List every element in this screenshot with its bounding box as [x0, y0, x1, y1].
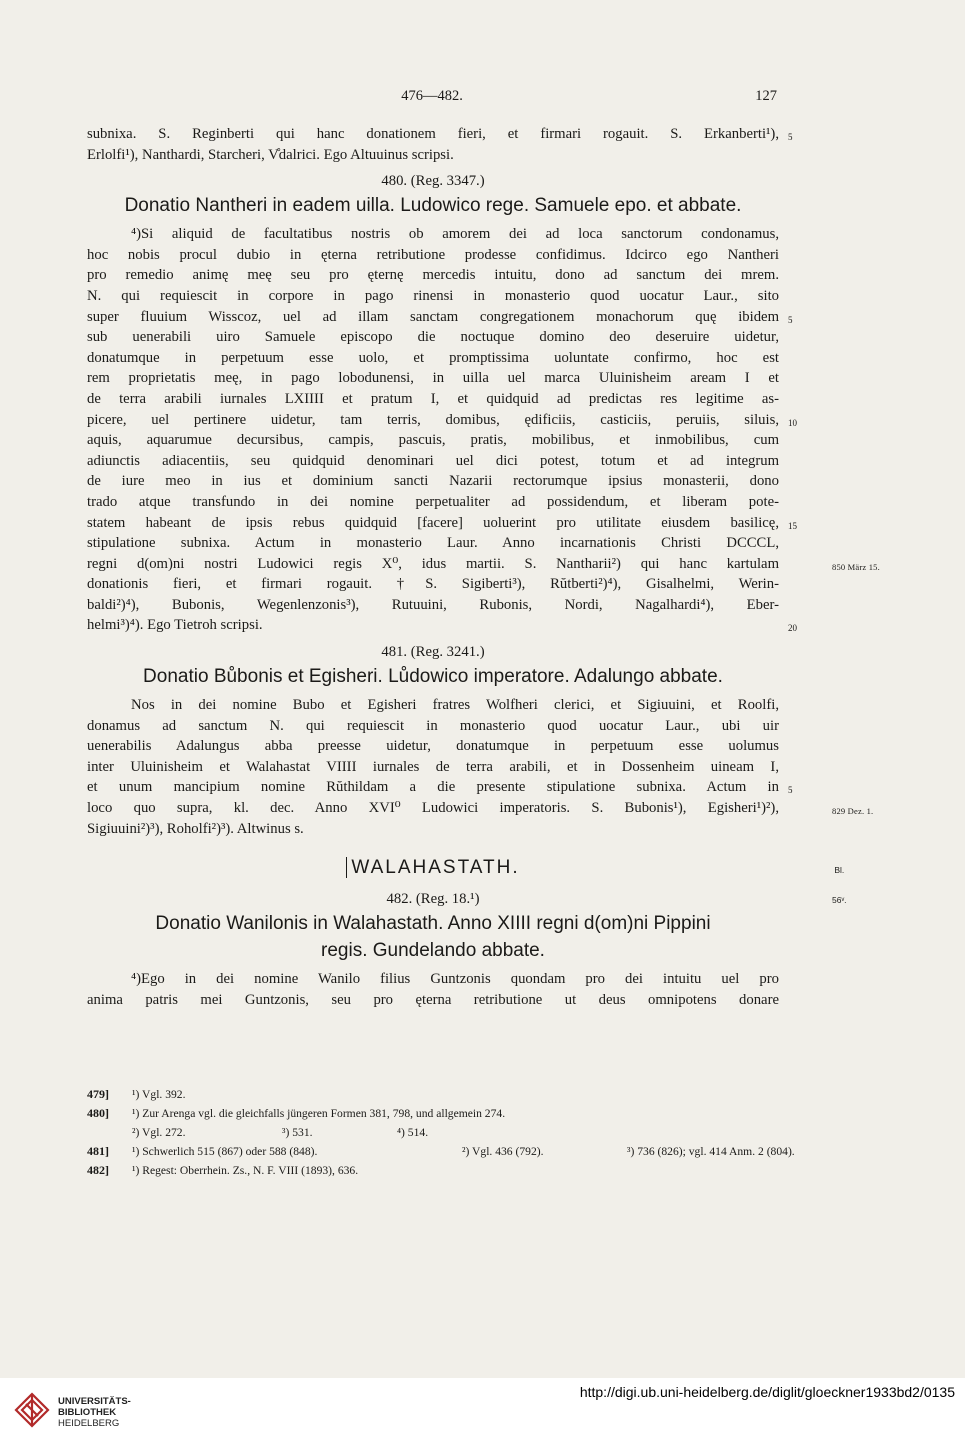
charter-number: 481. (Reg. 3241.): [381, 644, 485, 661]
margin-date-note: 829 Dez. 1.: [832, 806, 874, 817]
line-text: anima patris mei Guntzonis, seu pro ęterna retributione ut deus omnipotens donare: [87, 991, 779, 1008]
line-text: inter Uluinisheim et Walahastat VIIII iurnales de terra arabili, et in Dossenheim uineam I,: [87, 758, 779, 775]
line-text: subnixa. S. Reginberti qui hanc donationem fieri, et firmari rogauit. S. Erkanberti¹),: [87, 126, 779, 142]
footnote-key: 479]: [87, 1087, 109, 1101]
text-line: [87, 145, 779, 166]
text-line: [87, 492, 779, 513]
logo-line-1: UNIVERSITÄTS-: [58, 1396, 131, 1407]
footnote-text: ³) 531.: [282, 1126, 313, 1139]
line-text: stipulatione subnixa. Actum in monasterio Laur. Anno incarnationis Christi DCCCL,: [87, 535, 779, 552]
text-line: [87, 389, 779, 410]
line-number: 5: [788, 785, 793, 796]
line-text: adiunctis adiacentiis, seu quidquid denominari uel dici potest, totum et ad integrum: [87, 452, 779, 469]
line-text: picere, uel pertinere uidetur, tam terris, domibus, ędificiis, casticiis, peruiis, siluis,: [87, 411, 779, 428]
text-line: [87, 245, 779, 266]
text-line: [87, 471, 779, 492]
section-heading-text: WALAHASTATH.: [346, 857, 519, 878]
folio-note: Bl. 56ᵛ.: [832, 865, 847, 906]
text-line: [87, 265, 779, 286]
line-text: helmi³)⁴). Ego Tietroh scripsi.: [87, 617, 263, 634]
text-line: [87, 224, 779, 245]
text-line: [87, 777, 793, 798]
document-body: [87, 124, 880, 1010]
footnote-text: ¹) Vgl. 392.: [132, 1088, 186, 1101]
charter-title: Donatio Nantheri in eadem uilla. Ludowico rege. Samuele epo. et abbate.: [124, 195, 742, 217]
line-text: de iure meo in ius et dominium sancti Nazarii rectorumque ipsius monasterii, dono: [87, 473, 779, 490]
charter-title: Donatio Wanilonis in Walahastath. Anno XIIII regni d(om)ni Pippini: [155, 913, 711, 935]
line-text: Erlolfi¹), Nanthardi, Starcheri, V̊dalrici. Ego Altuuinus scripsi.: [87, 146, 454, 163]
text-line: [87, 451, 779, 472]
text-line: [87, 368, 779, 389]
line-text: donatumque in perpetuum esse uolo, et promptissima uoluntate confirmo, hoc est: [87, 349, 779, 366]
line-text: Nos in dei nomine Bubo et Egisheri fratres Wolfheri clerici, et Sigiuuini, et Roolfi,: [131, 697, 779, 714]
text-line: [87, 533, 779, 554]
logo-line-2: BIBLIOTHEK: [58, 1407, 117, 1418]
line-text: de terra arabili iurnales LXIIII et pratum I, et quidquid ad predictas res legitime as-: [87, 390, 779, 407]
line-text: baldi²)⁴), Bubonis, Wegenlenzonis³), Rutuuini, Rubonis, Nordi, Nagalhardi⁴), Eber-: [87, 596, 779, 613]
line-text: uenerabilis Adalungus abba preesse uidetur, donatumque in perpetuum esse uolumus: [87, 738, 779, 755]
footnote-row: [87, 1104, 787, 1123]
text-line: [87, 554, 880, 575]
line-text: N. qui requiescit in corpore in pago rinensi in monasterio quod uocatur Laur., sito: [87, 287, 779, 304]
page-number: 127: [755, 88, 777, 104]
text-line: [87, 513, 797, 534]
line-number: 5: [788, 314, 793, 325]
logo-line-3: HEIDELBERG: [58, 1418, 120, 1429]
footnote-text: ¹) Zur Arenga vgl. die gleichfalls jüngeren Formen 381, 798, und allgemein 274.: [132, 1107, 506, 1120]
text-line: [87, 695, 779, 716]
text-line: [87, 798, 874, 819]
footnote-key: 482]: [87, 1163, 109, 1177]
permalink-url[interactable]: http://digi.ub.uni-heidelberg.de/diglit/gloeckner1933bd2/0135: [579, 1384, 955, 1400]
text-line: [87, 969, 779, 990]
charter-title: regis. Gundelando abbate.: [321, 940, 545, 962]
footnote-text: ²) Vgl. 272.: [132, 1126, 186, 1139]
footnote-text: ¹) Schwerlich 515 (867) oder 588 (848).: [132, 1145, 318, 1158]
line-text: sub uenerabili uiro Samuele episcopo die noctuque domino deo deseruire uidetur,: [87, 329, 779, 346]
text-line: [87, 736, 779, 757]
margin-date-note: 850 März 15.: [832, 561, 880, 572]
footnote-text: ⁴) 514.: [397, 1126, 429, 1139]
line-text: Sigiuuini²)³), Roholfi²)³). Altwinus s.: [87, 820, 304, 837]
line-text: rem proprietatis meę, in pago lobodunensi, in uilla uel marca Uluinisheim aream I et: [87, 370, 779, 387]
footnote-key: 480]: [87, 1106, 109, 1120]
text-line: [87, 819, 779, 840]
charter-number: 482. (Reg. 18.¹): [386, 891, 480, 908]
footnote-key: 481]: [87, 1144, 109, 1158]
text-line: [87, 327, 779, 348]
line-text: super fluuium Wisscoz, uel ad illam sanctam congregationem monachorum quę ibidem: [87, 308, 779, 325]
line-text: regni d(om)ni nostri Ludowici regis X⁰, idus martii. S. Nantharii²) qui hanc kartulam: [87, 555, 779, 572]
text-line: [87, 595, 779, 616]
text-line: [87, 574, 779, 595]
footnote-row: [87, 1123, 787, 1142]
line-number: 20: [788, 623, 797, 634]
library-logo-text: [58, 1396, 131, 1429]
line-text: ⁴)Ego in dei nomine Wanilo filius Guntzonis quondam pro dei intuitu uel pro: [131, 971, 779, 988]
charter-number: 480. (Reg. 3347.): [381, 173, 485, 190]
footnote-text: ¹) Regest: Oberrhein. Zs., N. F. VIII (1893), 636.: [132, 1164, 359, 1177]
footnotes: [87, 1085, 795, 1180]
line-text: aquis, aquarumue decursibus, campis, pascuis, pratis, mobilibus, et inmobilibus, cum: [87, 432, 779, 449]
line-text: statem habeant de ipsis rebus quidquid [facere] uoluerint pro utilitate eiusdem basilicę,: [87, 514, 779, 531]
text-line: [87, 307, 793, 328]
text-line: [87, 716, 779, 737]
charter-title: Donatio Bůbonis et Egisheri. Lůdowico imperatore. Adalungo abbate.: [143, 666, 723, 688]
line-text: pro remedio animę meę seu pro ęternę mercedis intuitu, dono ad sanctum dei mrem.: [87, 267, 779, 284]
text-line: [87, 990, 779, 1011]
text-line: [87, 348, 779, 369]
footer-bar: [0, 1378, 965, 1443]
text-line: [87, 430, 779, 451]
line-text: donationis fieri, et firmari rogauit. †S. Sigiberti³), Rŭtberti²)⁴), Gisalhelmi, Werin-: [87, 576, 779, 593]
text-line: [87, 124, 793, 145]
line-text: donamus ad sanctum N. qui requiescit in monasterio quod uocatur Laur., ubi uir: [87, 717, 779, 734]
library-logo-icon: [12, 1390, 52, 1430]
footnote-row: [87, 1142, 795, 1161]
text-line: [87, 410, 797, 431]
line-number: 5: [788, 132, 793, 142]
line-number: 10: [788, 417, 797, 428]
line-text: hoc nobis procul dubio in ęterna retributione prodesse confidimus. Idcirco ego Nantheri: [87, 246, 779, 263]
page-range: 476—482.: [401, 88, 463, 104]
text-line: [87, 615, 797, 636]
footnote-row: [87, 1161, 787, 1180]
line-number: 15: [788, 520, 797, 531]
line-text: loco quo supra, kl. dec. Anno XVI⁰ Ludowici imperatoris. S. Bubonis¹), Egisheri¹)²),: [87, 800, 779, 817]
text-line: [87, 757, 779, 778]
line-text: et unum mancipium nomine Rŭthildam a die presente stipulatione subnixa. Actum in: [87, 779, 779, 796]
footnote-text: ²) Vgl. 436 (792).: [462, 1145, 544, 1158]
line-text: trado atque transfundo in dei nomine perpetualiter ad possidendum, et liberam pote-: [87, 493, 779, 510]
footnote-row: [87, 1085, 787, 1104]
line-text: ⁴)Si aliquid de facultatibus nostris ob amorem dei ad loca sanctorum condonamus,: [131, 226, 779, 243]
footnote-text: ³) 736 (826); vgl. 414 Anm. 2 (804).: [627, 1145, 795, 1158]
text-line: [87, 286, 779, 307]
